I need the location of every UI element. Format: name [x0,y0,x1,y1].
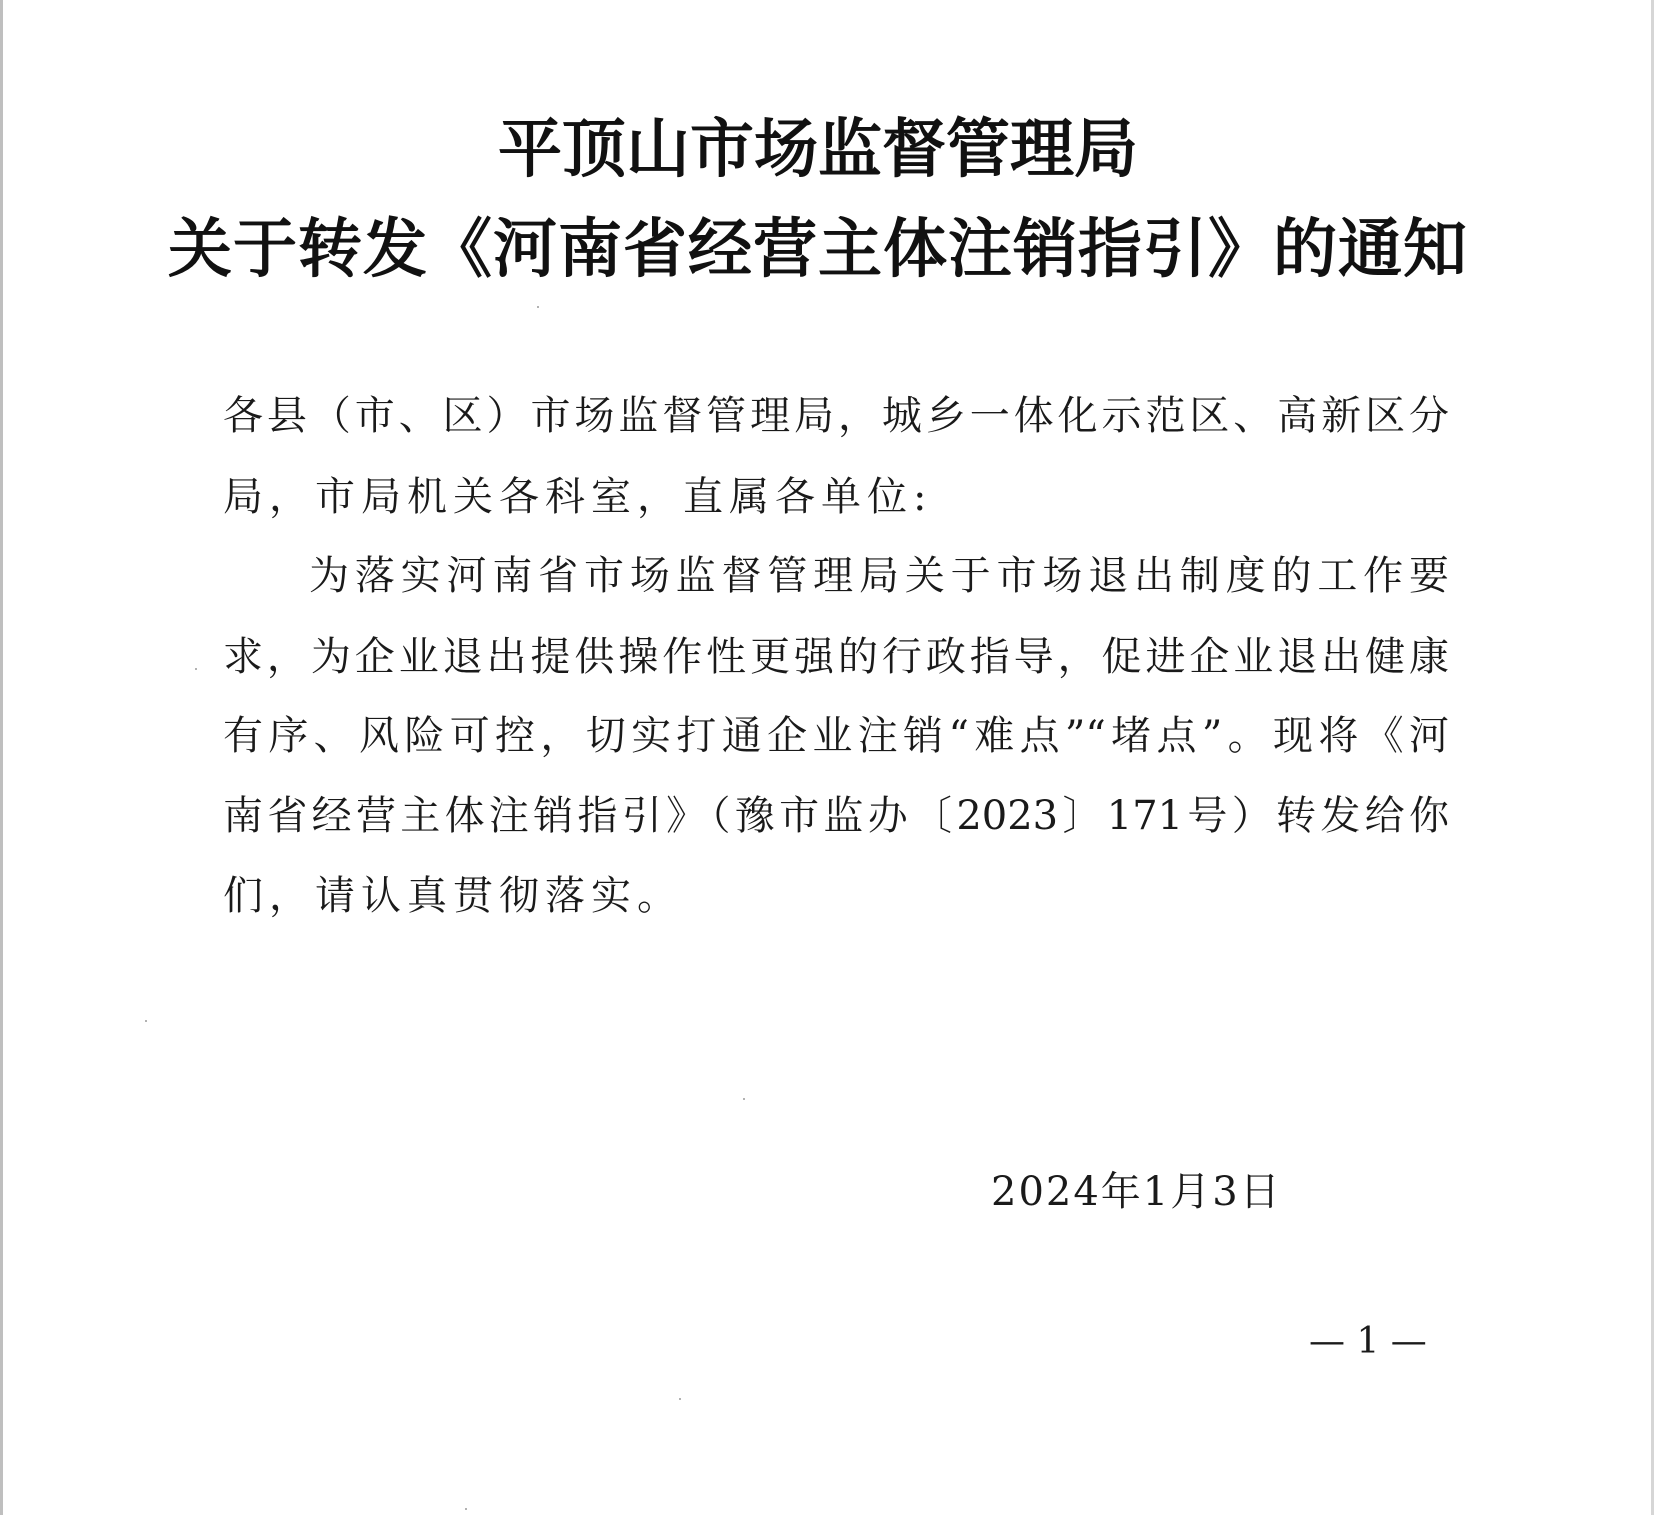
issue-date: 2024年1月3日 [991,1169,1282,1215]
scan-speck [679,1398,681,1400]
document-title-line-2: 关于转发《河南省经营主体注销指引》的通知 [168,212,1468,287]
document-title-line-1: 平顶山市场监督管理局 [498,112,1138,187]
scan-speck [145,1020,147,1022]
addressee-line-2: 局，市局机关各科室，直属各单位: [223,474,933,520]
addressee-line-1: 各县（市、区）市场监督管理局，城乡一体化示范区、高新区分 [223,393,1449,439]
scan-speck [537,306,539,308]
scan-speck [195,668,197,670]
scan-speck [465,1508,467,1510]
body-paragraph-line-2: 求，为企业退出提供操作性更强的行政指导，促进企业退出健康 [223,634,1449,680]
body-paragraph-line-3: 有序、风险可控，切实打通企业注销“难点”“堵点”。现将《河 [223,713,1449,759]
scan-speck [743,1098,745,1100]
body-paragraph-line-1: 为落实河南省市场监督管理局关于市场退出制度的工作要 [309,553,1449,599]
body-paragraph-line-5: 们，请认真贯彻落实。 [223,873,683,919]
body-paragraph-line-4: 南省经营主体注销指引》（豫市监办〔2023〕171号）转发给你 [223,793,1449,839]
page-number: — 1 — [1309,1321,1427,1362]
